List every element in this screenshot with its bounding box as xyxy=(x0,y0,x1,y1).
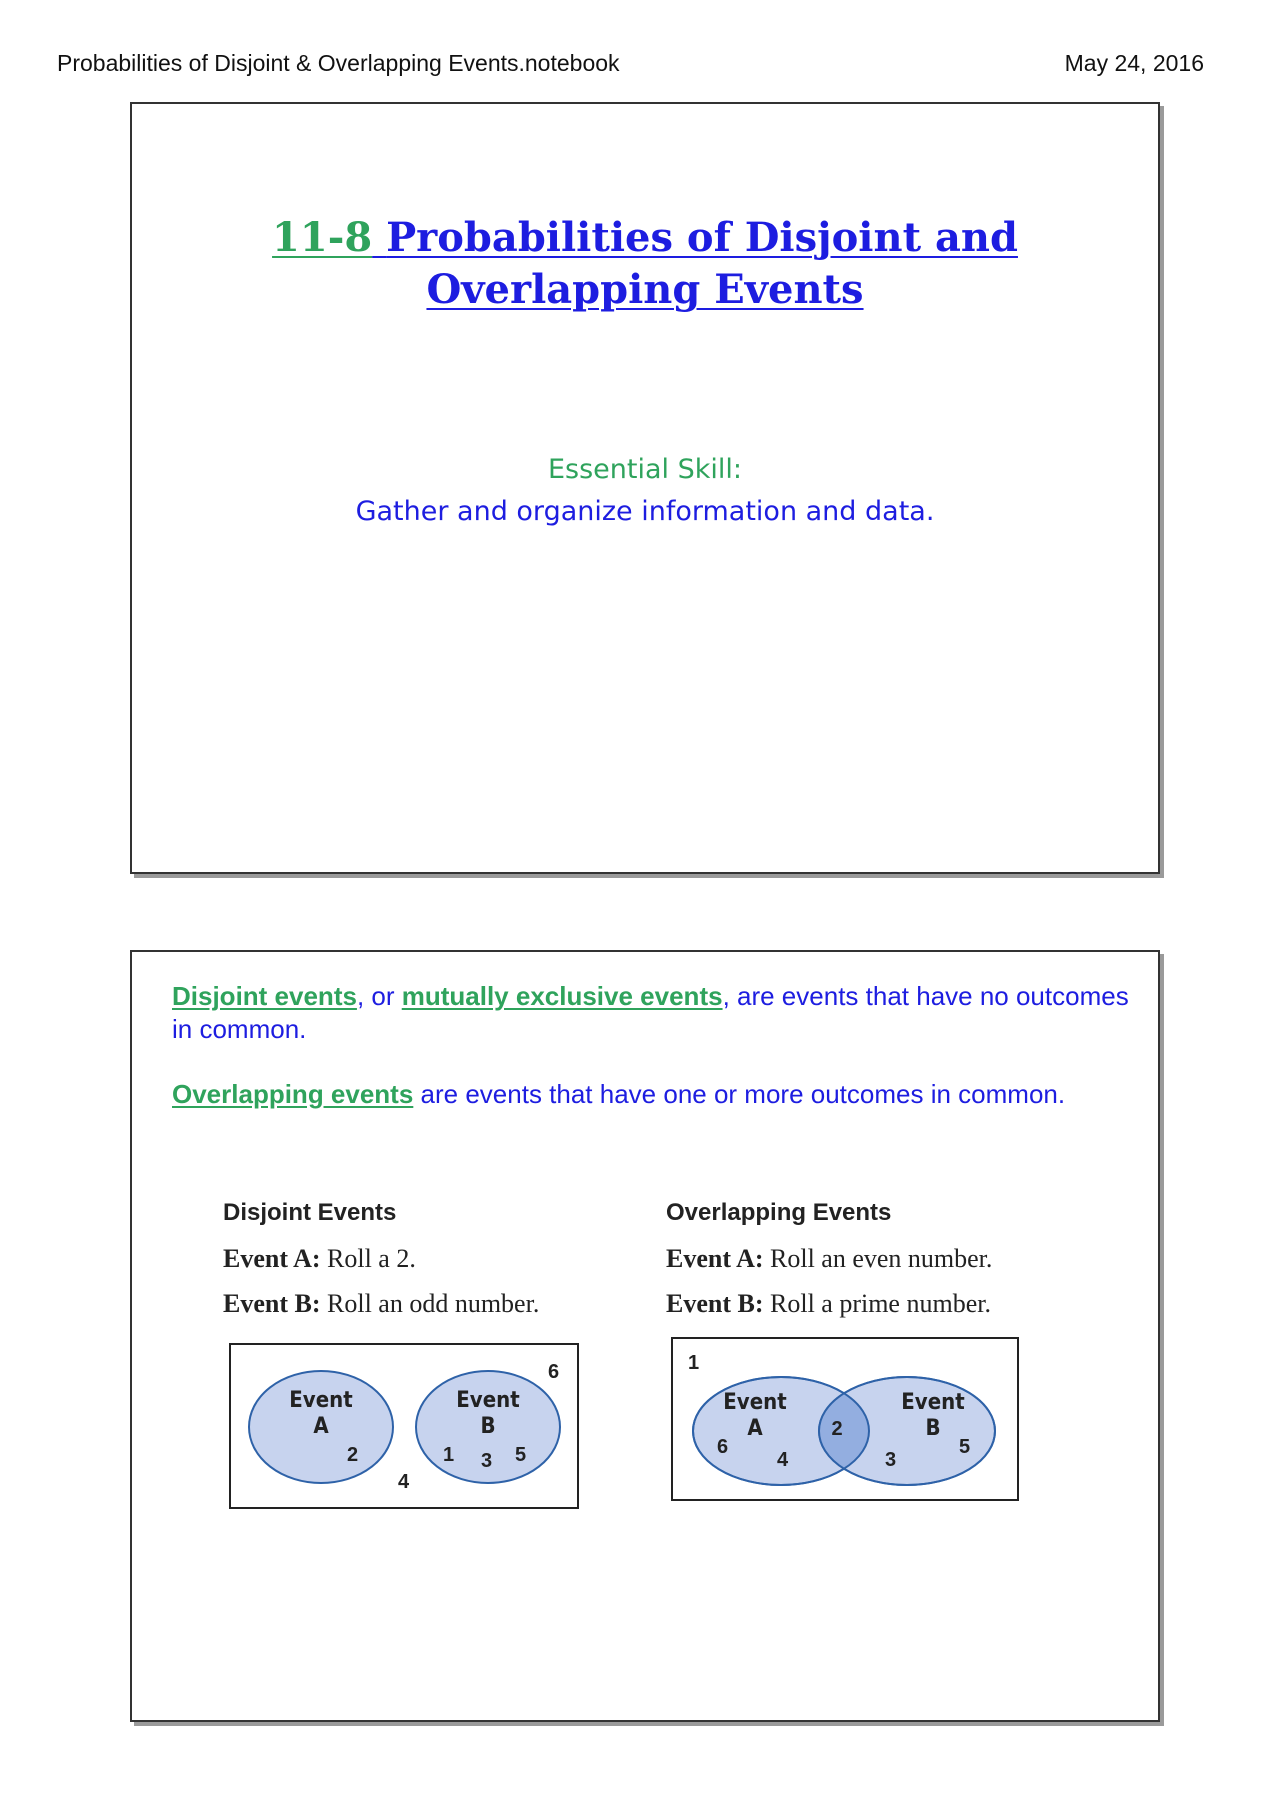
disjoint-b-value: 3 xyxy=(481,1450,493,1472)
notebook-date: May 24, 2016 xyxy=(1064,50,1204,76)
disjoint-b-value: 5 xyxy=(515,1444,527,1466)
overlap-b-label-1: Event xyxy=(901,1390,965,1415)
overlap-b-label-2: B xyxy=(925,1416,941,1441)
overlap-a-value: 6 xyxy=(717,1436,729,1458)
disjoint-venn-svg xyxy=(231,1345,577,1507)
disjoint-b-label-2: B xyxy=(480,1414,496,1439)
overlap-outside-value: 1 xyxy=(688,1352,700,1374)
disjoint-definition: Disjoint events, or mutually exclusive events, are events that have no outcomes in common. xyxy=(172,981,1129,1044)
disjoint-outside-value: 6 xyxy=(548,1361,560,1383)
overlap-a-label-1: Event xyxy=(723,1390,787,1415)
essential-skill-text: Gather and organize information and data. xyxy=(355,496,935,527)
disjoint-outside-value: 4 xyxy=(398,1471,410,1493)
overlapping-event-b: Event B: Roll a prime number. xyxy=(666,1289,991,1318)
overlapping-venn-diagram xyxy=(671,1337,1019,1501)
overlap-a-label-2: A xyxy=(747,1416,763,1441)
overlap-b-value: 5 xyxy=(959,1436,971,1458)
essential-skill-label: Essential Skill: xyxy=(547,454,742,485)
disjoint-heading: Disjoint Events xyxy=(223,1199,397,1226)
disjoint-a-value: 2 xyxy=(347,1444,359,1466)
disjoint-event-a: Event A: Roll a 2. xyxy=(223,1244,416,1273)
disjoint-example xyxy=(223,1198,539,1334)
overlapping-heading: Overlapping Events xyxy=(666,1199,892,1226)
disjoint-event-b: Event B: Roll an odd number. xyxy=(223,1289,540,1318)
disjoint-venn-diagram xyxy=(229,1343,579,1509)
notebook-header xyxy=(0,50,1280,82)
overlap-b-value: 3 xyxy=(885,1449,897,1471)
overlapping-venn-svg xyxy=(673,1339,1017,1499)
lesson-title xyxy=(132,212,1158,316)
disjoint-b-label-1: Event xyxy=(456,1388,520,1413)
definitions xyxy=(172,980,1132,1143)
notebook-page-1 xyxy=(130,102,1160,874)
overlapping-definition: Overlapping events are events that have one or more outcomes in common. xyxy=(172,1079,1066,1109)
disjoint-a-label-2: A xyxy=(313,1414,329,1439)
lesson-title-line-2: Overlapping Events xyxy=(426,266,864,313)
term-overlapping-events: Overlapping events xyxy=(172,1079,414,1109)
term-mutually-exclusive-events: mutually exclusive events xyxy=(401,981,723,1011)
overlap-intersection-value: 2 xyxy=(831,1418,843,1440)
disjoint-a-label-1: Event xyxy=(289,1388,353,1413)
overlapping-example xyxy=(666,1198,992,1334)
overlap-a-value: 4 xyxy=(777,1449,789,1471)
term-disjoint-events: Disjoint events xyxy=(172,981,357,1011)
notebook-title: Probabilities of Disjoint & Overlapping Events.notebook xyxy=(57,50,620,76)
notebook-page-2 xyxy=(130,950,1160,1722)
overlapping-event-a: Event A: Roll an even number. xyxy=(666,1244,993,1273)
disjoint-b-value: 1 xyxy=(443,1444,455,1466)
lesson-title-line-1: Probabilities of Disjoint and xyxy=(386,214,1018,261)
lesson-number: 11-8 xyxy=(272,214,373,261)
essential-skill xyxy=(132,449,1158,533)
